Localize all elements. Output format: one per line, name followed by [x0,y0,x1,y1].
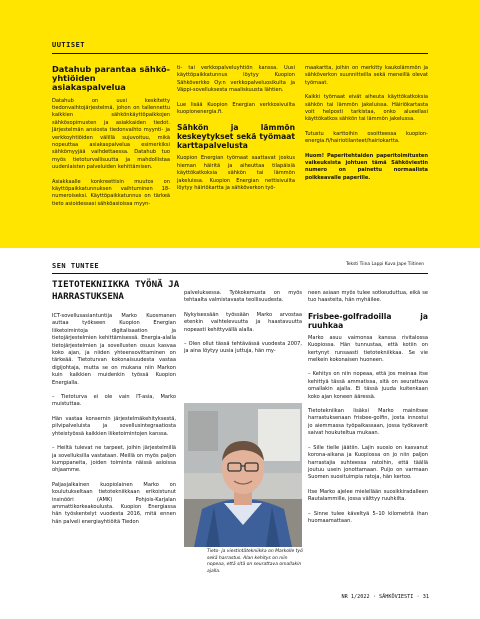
paragraph: Datahub on uusi keskitetty tiedonvaihtojärjestelmä, johon on tallennettu kaikkien sähkönkäyttöpaikkojen sähkösopimusten ja asiakkaiden tiedot. Järjestelmän ansiosta tiedonvaihto myynti- ja verkkoyhtiöiden välillä sujuvoituu, mikä nopeuttaa asiakaspalvelua esimerkiksi sähkömyyjää vaihdettaessa. Datahub tuo myös tietoturvallisuutta ja mahdollistaa uudenlaisten palveluiden kehittämisen. [52,97,170,171]
paragraph: Itse Marko ajelee mielellään suosikkiradalleen Rautalammille, jossa välttyy ruuhkilta. [308,488,428,503]
news-column-2 [177,65,295,199]
paragraph: – Kehitys on niin nopeaa, että jos meinaa itse kehittyä tässä ammatissa, sitä on seurattava omallakin ajalla. Ei tässä juuda kuitenkaan koko ajan koneen ääressä. [308,371,428,400]
paragraph: – Heiltä tulevat ne tarpeet, joihin järjestelmillä ja sovelluksilla vastataan. Meillä on myös paljon kumppaneita, joiden toiminta näissä asioissa ohjaamme. [52,445,176,474]
paragraph: Marko asuu vaimonsa kanssa rivitalossa Kuopiossa. Hän tunnustaa, että kotiin on kertynyt runsaasti tietotekniikkaa. Se vie melkein kokonaisen huoneen. [308,334,428,364]
paragraph: Hän vastaa konsernin järjestelmäkehityksestä, pilvipalveluista ja sovellusintegraatiosta yhteistyössä kaikkien liiketoimintojen kanssa. [52,415,176,437]
paragraph: – Sille tielle jäätiin. Lajin suosio on kasvanut korona-aikana ja Kuopiossa on jo niin paljon harrastajia suhteessa ratoihin, että täällä joutuu usein jonottamaan. Puijo on varmaan Suomen suosituimpia ratoja, hän kertoo. [308,444,428,481]
paragraph: – Tietoturva ei ole vain IT-asia, Marko muistuttaa. [52,394,176,408]
paragraph: Asiakkaalle konkreettisin muutos on käyttöpaikkatunnuksen vaihtuminen 18-numeroiseksi. Käyttöpaikkatunnus on tärkeä tieto asioidessasi sähköasioissa myyn- [52,178,170,207]
paragraph: Kaikki työmaat eivät aiheuta käyttökatkoksia sähkön tai lämmön jakeluissa. Häiriökartasta voit helposti tarkistaa, onko alueellasi käyttökatkos sähkön tai lämmön jakelussa. [305,94,428,123]
article-title: TIETOTEKNIIKKA TYÖNÄ JA HARRASTUKSENA [52,279,180,302]
subheading: Frisbee-golfradoilla ja ruuhkaa [308,311,428,330]
paragraph: Tietotekniikan lisäksi Marko mainitsee harrastuksenaan frisbee-golfin, josta innostui jo aiemmassa työpaikassaan, jossa työkaverit saivat houkuteltua mukaan. [308,408,428,437]
paragraph: neen asiaan myös tulee sotkeuduttua, eikä se tuo haasteita, hän myhäilee. [308,290,428,304]
paper-notice: Huom! Paperitehtaiden paperitoimitusten vaikeuksista johtuen tämä Sähköviestin numero on painettu normaalista poikkeavalle paperille. [305,152,428,181]
paragraph: Tutustu karttoihin osoitteessa kuopionenergia.fi/hairiotilanteet/hairiokartta. [305,130,428,145]
photo-caption: Tieto- ja viestintätekniikka on Markolle työ sekä harrastus. Alan kehitys on niin nopeaa, että sitä on seurattava omallakin ajalla. [207,549,303,574]
article-column-3 [308,290,428,532]
page-footer: NR 1/2022 · SÄHKÖVIESTI · 31 [341,594,429,600]
paragraph: palveluksessa. Työkokemusta on myös tehtaalta valmistavasta teollisuudesta. [184,290,302,304]
paragraph: Paljasjalkainen kuopiolainen Marko on koulutukseltaan tietotekniikkaan erikoistunut insinööri (AMK) Pohjois-Karjalan ammattikorkeakoulusta. Kuopion Energiassa hän työskentelyt vuodesta 2016, mitä ennen hän palveli energiayhtiöitä Tiedon [52,481,176,525]
section-divider-top [52,53,428,54]
paragraph: ti- tai verkkopalveluyhtiön kanssa. Uusi käyttöpaikkatunnus löytyy Kuopion Sähköverkko Oy:n verkkopalveluosikulta ja Väppi-sovelluksesta maaliskuusta lähtien. [177,65,295,94]
paragraph: maakartta, joihin on merkitty kaukolämmön ja sähköverkon suunnitteilla sekä meneillä olevat työmaat. [305,65,428,86]
paragraph: Nykyisessään työssään Marko arvostaa etenkin vaihtelevuutta ja haastavuutta nopeasti kehittyvällä alalla. [184,311,302,333]
paragraph: Lue lisää Kuopion Energian verkkosivuilta kuopionenergia.fi. [177,101,295,116]
news-column-3 [305,65,428,189]
paragraph: ICT-sovellusasiantuntija Marko Kuosmanen auttaa työkseen Kuopion Energian liiketoimintoja digitalisaation ja tietojärjestelmien kehittämisessä. Energia-alalla tietojärjestelmien ja sovellusten osuus kasvaa koko ajan, ja niiden yhteensovittaminen on tärkeää. Tietoturvan kokonaisuudesta vastaa digijohtaja, mutta se on mukana niin Markon kuin kaikkien muidenkin työssä Kuopion Energialla. [52,313,176,386]
article-column-1 [52,313,176,533]
news-column-1 [52,65,170,215]
section-divider-bottom [52,273,428,274]
paragraph: Kuopion Energian työmaat saattavat joskus hieman häiritä ja aiheuttaa tilapäisiä käyttökatkoksia sähkön tai lämmön jakeluissa. Kuopion Energian nettisivuilta löytyy häiriökartta ja sähköverkon työ- [177,155,295,192]
section-label-profile: SEN TUNTEE [52,262,100,270]
article-credits: Teksti Tiina Lappi Kuva Jape Tiitinen [345,262,424,267]
news-subheadline: Sähkön ja lämmön keskeytykset sekä työmaat karttapalvelusta [177,123,295,151]
section-label-news: UUTISET [52,41,86,49]
news-headline: Datahub parantaa sähköyhtiöiden asiakaspalvelua [52,64,170,93]
portrait-photo [184,403,302,547]
paragraph: – Olen ollut tässä tehtävässä vuodesta 2007, ja aina löytyy uusia juttuja, hän my- [184,341,302,355]
paragraph: – Sinne tulee käveltyä 5–10 kilometriä ihan huomaamattaan. [308,510,428,524]
article-column-2 [184,290,302,363]
